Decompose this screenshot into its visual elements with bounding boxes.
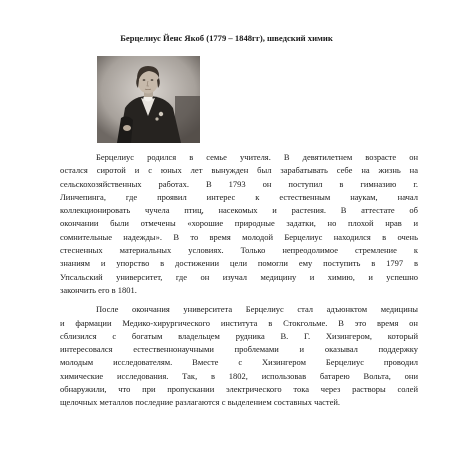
paragraph: [60, 303, 418, 409]
text-line: интересовался естественнонаучными проблемами и оказывал поддержку: [60, 344, 418, 355]
paragraph: [60, 151, 418, 297]
text-line: щелочных металлов последние разлагаются с выделением составных частей.: [60, 397, 341, 408]
text-line: молодым исследователям. Вместе с Хизингером Берцелиус проводил: [60, 357, 418, 368]
text-line: обнаружили, что при пропускании электрического тока через растворы солей: [60, 384, 418, 395]
text-line: знаниям и упорство в достижении цели помогли ему поступить в 1797 в: [60, 258, 418, 269]
text-line: Берцелиус родился в семье учителя. В девятилетнем возрасте он: [96, 152, 418, 162]
text-line: остался сиротой и с юных лет вынужден был зарабатывать себе на жизнь на: [60, 165, 418, 176]
text-line: окончании были отмечены «хорошие природные задатки, но плохой нрав и: [60, 218, 418, 229]
portrait-image: [97, 56, 200, 143]
text-line: стесненных материальных условиях. Только непреодолимое стремление к: [60, 245, 418, 256]
text-line: сблизился с богатым владельцем рудника В. Г. Хизингером, который: [60, 330, 418, 341]
text-line: сомнительные надежды». В то время молодой Берцелиус находился в очень: [60, 231, 418, 242]
text-line: Линчепинга, где проявил интерес к естественным наукам, начал: [60, 191, 418, 202]
text-line: химические исследования. Так, в 1802, использовав батарею Вольта, они: [60, 370, 418, 381]
text-line: сельскохозяйственных работах. В 1793 он поступил в гимназию г.: [60, 178, 418, 189]
text-line: После окончания университета Берцелиус стал адъюнктом медицины: [96, 304, 418, 315]
text-line: закончить его в 1801.: [60, 284, 137, 295]
text-line: и фармации Медико-хирургического института в Стокгольме. В это время он: [60, 317, 418, 328]
text-line: коллекционировать чучела птиц, насекомых и растения. В аттестате об: [60, 205, 418, 216]
text-line: Упсальский университет, где он изучал медицину и химию, и успешно: [60, 271, 418, 282]
page-title: Берцелиус Йенс Якоб (1779 – 1848гг), шведский химик: [120, 33, 333, 43]
body-text: [60, 151, 418, 410]
